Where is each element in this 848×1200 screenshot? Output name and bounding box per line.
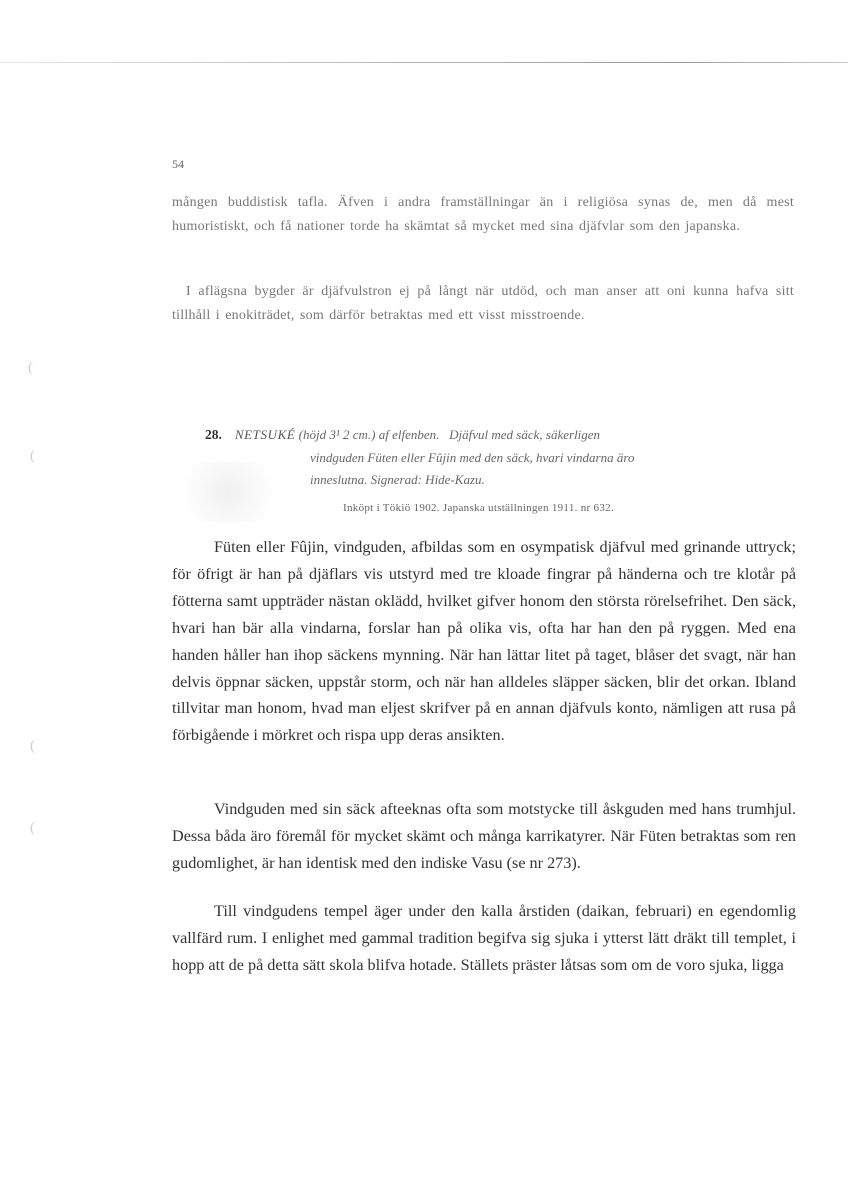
- entry-description-2: vindguden Füten eller Fûjin med den säck, hvari vindarna äro: [310, 450, 635, 465]
- entry-material: af elfenben.: [378, 427, 440, 442]
- body-block-3: [172, 898, 796, 979]
- body-paragraph-2: Vindguden med sin säck afteeknas ofta som motstycke till åskguden med hans trumhjul. Dessa båda äro föremål för mycket skämt och många karrikatyrer. När Füten betraktas som ren gudomlighet, är han identisk med den indiske Vasu (se nr 273).: [172, 800, 796, 872]
- entry-title: NETSUKÉ: [234, 427, 296, 442]
- intro-paragraph-2: I aflägsna bygder är djäfvulstron ej på långt när utdöd, och man anser att oni kunna hafva sitt tillhåll i enokiträdet, som därför betraktas med ett visst misstroende.: [172, 284, 794, 323]
- body-block-1: [172, 534, 796, 749]
- body-paragraph-3: Till vindgudens tempel äger under den kalla årstiden (daikan, februari) en egendomlig vallfärd rum. I enlighet med gammal tradition begifva sig sjuka i ytterst lätt dräkt till templet, i hopp att de på detta sätt skola blifva hotade. Ställets präster låtsas som om de voro sjuka, ligga: [172, 902, 796, 974]
- intro-block: [172, 191, 794, 238]
- intro-block-2: [172, 280, 794, 327]
- entry-description-3: inneslutna. Signerad: Hide-Kazu.: [310, 472, 485, 487]
- entry-description-1: Djäfvul med säck, säkerligen: [449, 427, 601, 442]
- entry-provenance: Inköpt i Tökiö 1902. Japanska utställningen 1911. nr 632.: [343, 502, 614, 514]
- body-block-2: [172, 796, 796, 877]
- body-paragraph-1: Füten eller Fûjin, vindguden, afbildas som en osympatisk djäfvul med grinande uttryck; för öfrigt är han på djäflars vis utstyrd med tre kloade fingrar på händerna och tre klotår på fötterna samt uppträder nästan oklädd, hvilket gifver honom den största rörelsefrihet. Den säck, hvari han bär alla vindarna, forslar han på olika vis, ofta har han den på ryggen. Med ena handen håller han ihop säckens mynning. När han lättar litet på taget, blåser det svagt, när han delvis öppnar säcken, uppstår storm, och när han alldeles släpper säcken, blir det orkan. Ibland tillvitar man honom, hvad man eljest skrifver på en annan djäfvuls konto, nämligen att rusa på förbigående i mörkret och rispa upp deras ansikten.: [172, 538, 796, 745]
- entry-dimensions: (höjd 3¹ 2 cm.): [298, 427, 376, 442]
- page-number: 54: [172, 157, 184, 171]
- intro-paragraph-1: mången buddistisk tafla. Äfven i andra framställningar än i religiösa synas de, men då mest humoristiskt, och få nationer torde ha skämtat så mycket med sina djäfvlar som den japanska.: [172, 195, 794, 234]
- margin-mark: (: [28, 360, 33, 376]
- margin-mark: (: [30, 738, 35, 754]
- scan-edge-line: [0, 62, 848, 63]
- margin-mark: (: [30, 448, 35, 464]
- catalog-entry: [205, 422, 807, 491]
- margin-mark: (: [30, 820, 35, 836]
- entry-number: 28.: [205, 427, 222, 442]
